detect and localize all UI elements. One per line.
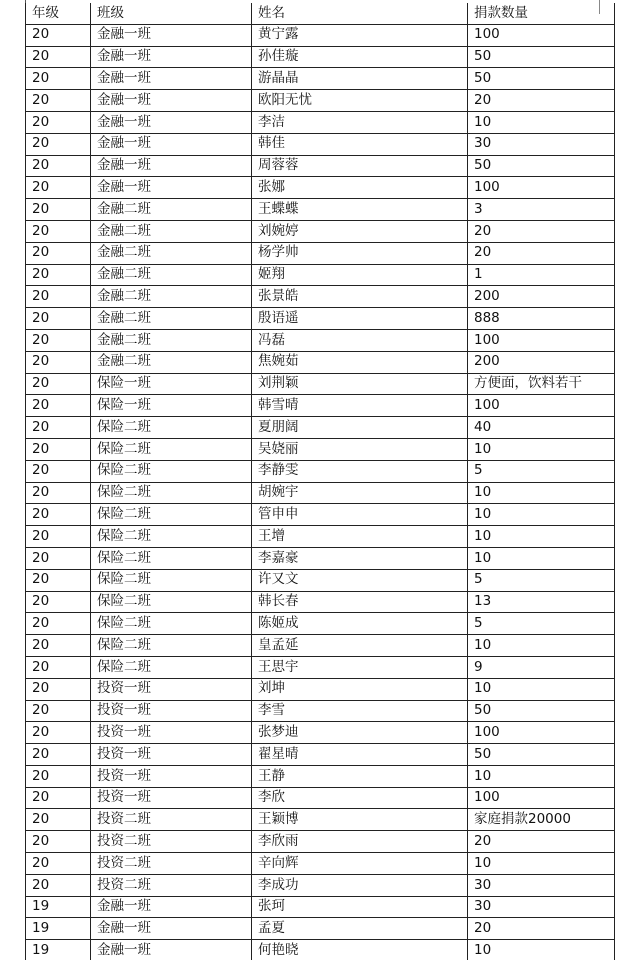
table-row (26, 373, 615, 395)
cell-amount: 30 (468, 896, 615, 918)
cell-class: 投资二班 (91, 874, 252, 896)
cell-class: 金融二班 (91, 308, 252, 330)
table-row (26, 809, 615, 831)
cell-amount: 5 (468, 569, 615, 591)
cell-amount: 9 (468, 656, 615, 678)
header-class: 班级 (91, 3, 252, 24)
cell-amount: 10 (468, 853, 615, 875)
cell-name: 游晶晶 (252, 68, 468, 90)
cell-name: 欧阳无忧 (252, 90, 468, 112)
cell-name: 皇孟延 (252, 635, 468, 657)
cell-class: 金融二班 (91, 242, 252, 264)
cell-grade: 20 (26, 787, 91, 809)
cell-name: 辛向辉 (252, 853, 468, 875)
cell-amount: 50 (468, 155, 615, 177)
cell-class: 保险二班 (91, 591, 252, 613)
cell-grade: 19 (26, 918, 91, 940)
cell-class: 金融二班 (91, 264, 252, 286)
table-header-row (26, 3, 615, 24)
cell-amount: 100 (468, 329, 615, 351)
header-amount: 捐款数量 (468, 3, 615, 24)
table-row (26, 264, 615, 286)
cell-grade: 20 (26, 656, 91, 678)
table-row (26, 329, 615, 351)
cell-amount: 30 (468, 874, 615, 896)
cell-class: 金融二班 (91, 220, 252, 242)
cell-amount: 50 (468, 68, 615, 90)
cell-class: 保险二班 (91, 460, 252, 482)
cell-name: 管申申 (252, 504, 468, 526)
table-row (26, 700, 615, 722)
table-row (26, 656, 615, 678)
cell-grade: 20 (26, 765, 91, 787)
table-row (26, 417, 615, 439)
cell-name: 李嘉豪 (252, 547, 468, 569)
cell-class: 投资一班 (91, 700, 252, 722)
cell-grade: 20 (26, 308, 91, 330)
cell-name: 何艳晓 (252, 940, 468, 960)
cell-amount: 888 (468, 308, 615, 330)
cell-class: 投资一班 (91, 722, 252, 744)
table-row (26, 918, 615, 940)
cell-grade: 20 (26, 373, 91, 395)
table-row (26, 482, 615, 504)
header-name: 姓名 (252, 3, 468, 24)
cell-amount: 20 (468, 242, 615, 264)
cell-name: 李成功 (252, 874, 468, 896)
cell-class: 投资二班 (91, 831, 252, 853)
cell-grade: 20 (26, 722, 91, 744)
table-row (26, 744, 615, 766)
cell-class: 金融一班 (91, 133, 252, 155)
cell-grade: 20 (26, 569, 91, 591)
cell-name: 夏朋阔 (252, 417, 468, 439)
cell-name: 冯磊 (252, 329, 468, 351)
cell-class: 保险一班 (91, 373, 252, 395)
cell-name: 王蝶蝶 (252, 199, 468, 221)
cell-amount: 100 (468, 395, 615, 417)
cell-name: 翟星晴 (252, 744, 468, 766)
cell-name: 焦婉茹 (252, 351, 468, 373)
cell-grade: 20 (26, 155, 91, 177)
cell-amount: 1 (468, 264, 615, 286)
table-row (26, 853, 615, 875)
cell-class: 投资一班 (91, 765, 252, 787)
cell-grade: 20 (26, 438, 91, 460)
table-row (26, 678, 615, 700)
table-row (26, 874, 615, 896)
table-row (26, 765, 615, 787)
cell-class: 金融一班 (91, 68, 252, 90)
cell-grade: 20 (26, 177, 91, 199)
table-row (26, 526, 615, 548)
table-row (26, 460, 615, 482)
cell-class: 金融二班 (91, 199, 252, 221)
table-row (26, 177, 615, 199)
table-row (26, 242, 615, 264)
cell-class: 保险一班 (91, 395, 252, 417)
cell-class: 金融一班 (91, 111, 252, 133)
cell-amount: 50 (468, 46, 615, 68)
cell-grade: 20 (26, 68, 91, 90)
cell-amount: 家庭捐款20000 (468, 809, 615, 831)
cell-class: 保险二班 (91, 635, 252, 657)
cell-name: 许又文 (252, 569, 468, 591)
table-row (26, 308, 615, 330)
cell-class: 保险二班 (91, 417, 252, 439)
cell-grade: 20 (26, 220, 91, 242)
cell-class: 金融一班 (91, 177, 252, 199)
cell-grade: 20 (26, 133, 91, 155)
table-row (26, 787, 615, 809)
table-row (26, 438, 615, 460)
cell-amount: 10 (468, 504, 615, 526)
cell-name: 李欣雨 (252, 831, 468, 853)
table-row (26, 111, 615, 133)
table-row (26, 569, 615, 591)
cell-amount: 10 (468, 526, 615, 548)
cell-name: 张娜 (252, 177, 468, 199)
cell-amount: 5 (468, 613, 615, 635)
cell-amount: 10 (468, 438, 615, 460)
cell-grade: 20 (26, 678, 91, 700)
cell-name: 王思宇 (252, 656, 468, 678)
table-row (26, 504, 615, 526)
cell-grade: 20 (26, 264, 91, 286)
cell-grade: 20 (26, 329, 91, 351)
cell-grade: 19 (26, 896, 91, 918)
header-grade: 年级 (26, 3, 91, 24)
cell-name: 张梦迪 (252, 722, 468, 744)
donation-table (25, 3, 615, 960)
cell-amount: 10 (468, 940, 615, 960)
cell-class: 投资一班 (91, 744, 252, 766)
table-row (26, 635, 615, 657)
cell-grade: 20 (26, 700, 91, 722)
cell-name: 孙佳璇 (252, 46, 468, 68)
cell-class: 金融一班 (91, 896, 252, 918)
cell-class: 金融一班 (91, 918, 252, 940)
cell-class: 保险二班 (91, 482, 252, 504)
cell-name: 王增 (252, 526, 468, 548)
cell-name: 王静 (252, 765, 468, 787)
cell-class: 金融一班 (91, 940, 252, 960)
cell-grade: 20 (26, 591, 91, 613)
cell-class: 保险二班 (91, 526, 252, 548)
cell-name: 陈姬成 (252, 613, 468, 635)
table-row (26, 133, 615, 155)
cell-name: 吴娆丽 (252, 438, 468, 460)
cell-amount: 10 (468, 547, 615, 569)
cell-grade: 20 (26, 831, 91, 853)
cell-class: 保险二班 (91, 504, 252, 526)
cell-class: 保险二班 (91, 569, 252, 591)
cell-amount: 100 (468, 722, 615, 744)
cell-amount: 50 (468, 744, 615, 766)
table-row (26, 220, 615, 242)
cell-amount: 20 (468, 831, 615, 853)
table-row (26, 286, 615, 308)
cell-amount: 100 (468, 787, 615, 809)
cell-amount: 3 (468, 199, 615, 221)
cell-class: 保险二班 (91, 656, 252, 678)
cell-class: 金融二班 (91, 286, 252, 308)
table-row (26, 351, 615, 373)
cell-grade: 20 (26, 460, 91, 482)
cell-name: 韩雪晴 (252, 395, 468, 417)
table-row (26, 46, 615, 68)
cell-class: 投资一班 (91, 678, 252, 700)
cell-grade: 19 (26, 940, 91, 960)
cell-amount: 10 (468, 635, 615, 657)
table-body (26, 24, 615, 960)
table-row (26, 896, 615, 918)
cell-amount: 13 (468, 591, 615, 613)
cell-name: 姬翔 (252, 264, 468, 286)
cell-name: 周蓉蓉 (252, 155, 468, 177)
cell-class: 投资二班 (91, 809, 252, 831)
cell-name: 孟夏 (252, 918, 468, 940)
cell-grade: 20 (26, 874, 91, 896)
table-row (26, 613, 615, 635)
cell-name: 李欣 (252, 787, 468, 809)
cell-class: 保险二班 (91, 547, 252, 569)
cell-grade: 20 (26, 504, 91, 526)
cell-grade: 20 (26, 635, 91, 657)
cell-name: 张珂 (252, 896, 468, 918)
cell-class: 保险二班 (91, 438, 252, 460)
cell-amount: 20 (468, 90, 615, 112)
table-row (26, 547, 615, 569)
cell-class: 金融一班 (91, 46, 252, 68)
cell-grade: 20 (26, 90, 91, 112)
cell-grade: 20 (26, 482, 91, 504)
cell-class: 投资一班 (91, 787, 252, 809)
cell-grade: 20 (26, 744, 91, 766)
cell-name: 胡婉宇 (252, 482, 468, 504)
cell-amount: 10 (468, 111, 615, 133)
cell-grade: 20 (26, 613, 91, 635)
cell-amount: 20 (468, 220, 615, 242)
cell-class: 投资二班 (91, 853, 252, 875)
cell-amount: 200 (468, 286, 615, 308)
cell-class: 金融二班 (91, 351, 252, 373)
cell-name: 刘荆颖 (252, 373, 468, 395)
cell-grade: 20 (26, 24, 91, 46)
cell-grade: 20 (26, 199, 91, 221)
cell-name: 刘婉婷 (252, 220, 468, 242)
cell-grade: 20 (26, 395, 91, 417)
table-row (26, 199, 615, 221)
cell-class: 金融一班 (91, 155, 252, 177)
cell-name: 韩长春 (252, 591, 468, 613)
cell-grade: 20 (26, 46, 91, 68)
cell-grade: 20 (26, 111, 91, 133)
cell-class: 金融二班 (91, 329, 252, 351)
cell-class: 保险二班 (91, 613, 252, 635)
cell-amount: 5 (468, 460, 615, 482)
table-row (26, 24, 615, 46)
cell-amount: 100 (468, 177, 615, 199)
cell-grade: 20 (26, 351, 91, 373)
cell-name: 李洁 (252, 111, 468, 133)
table-row (26, 940, 615, 960)
cell-name: 黄宁露 (252, 24, 468, 46)
cell-grade: 20 (26, 853, 91, 875)
cell-amount: 方便面，饮料若干 (468, 373, 615, 395)
cell-grade: 20 (26, 526, 91, 548)
cell-amount: 20 (468, 918, 615, 940)
cell-amount: 10 (468, 678, 615, 700)
cell-amount: 10 (468, 765, 615, 787)
cell-amount: 10 (468, 482, 615, 504)
cell-amount: 40 (468, 417, 615, 439)
cell-grade: 20 (26, 242, 91, 264)
table-row (26, 68, 615, 90)
table-row (26, 90, 615, 112)
table-row (26, 395, 615, 417)
table-row (26, 155, 615, 177)
cell-name: 王颖博 (252, 809, 468, 831)
table-row (26, 831, 615, 853)
cell-name: 杨学帅 (252, 242, 468, 264)
cell-amount: 100 (468, 24, 615, 46)
cell-grade: 20 (26, 286, 91, 308)
cell-grade: 20 (26, 547, 91, 569)
cell-name: 殷语遥 (252, 308, 468, 330)
cell-class: 金融一班 (91, 90, 252, 112)
cell-name: 韩佳 (252, 133, 468, 155)
cell-grade: 20 (26, 417, 91, 439)
table-row (26, 591, 615, 613)
cell-class: 金融一班 (91, 24, 252, 46)
cell-name: 张景皓 (252, 286, 468, 308)
cell-amount: 30 (468, 133, 615, 155)
cell-grade: 20 (26, 809, 91, 831)
cell-amount: 200 (468, 351, 615, 373)
cell-name: 李雪 (252, 700, 468, 722)
cell-name: 刘坤 (252, 678, 468, 700)
cell-name: 李静雯 (252, 460, 468, 482)
cell-amount: 50 (468, 700, 615, 722)
table-row (26, 722, 615, 744)
